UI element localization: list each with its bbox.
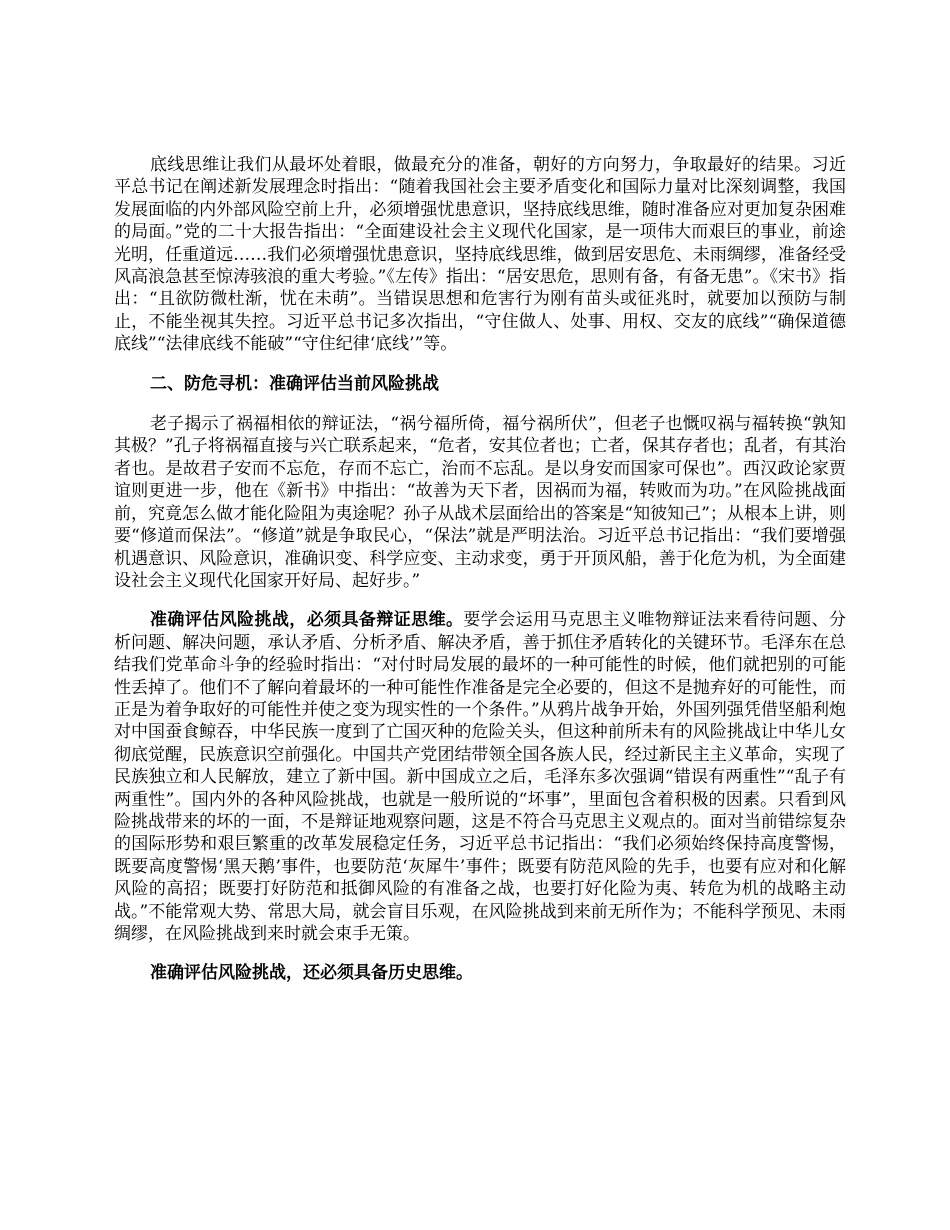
section-heading-2: 二、防危寻机：准确评估当前风险挑战 [150,373,439,394]
paragraph-lead-historical: 准确评估风险挑战，还必须具备历史思维。 [150,963,473,984]
paragraph-body-dialectical: 要学会运用马克思主义唯物辩证法来看待问题、分析问题、解决问题，承认矛盾、分析矛盾、解决矛盾，善于抓住矛盾转化的关键环节。毛泽东在总结我们党革命斗争的经验时指出：“对付时局发展的最坏的一种可能性的时候，他们就把别的可能性丢掉了。他们不了解向着最坏的一种可能性作准备是完全必要的，但这不是抛弃好的可能性，而正是为着争取好的可能性并使之变为现实性的一个条件。”从鸦片战争开始，外国列强凭借坚船利炮对中国蚕食鲸吞，中华民族一度到了亡国灭种的危险关头，但这种前所未有的风险挑战让中华儿女彻底觉醒，民族意识空前强化。中国共产党团结带领全国各族人民，经过新民主主义革命，实现了民族独立和人民解放，建立了新中国。新中国成立之后，毛泽东多次强调“错误有两重性”“乱子有两重性”。国内外的各种风险挑战，也就是一般所说的“坏事”，里面包含着积极的因素。只看到风险挑战带来的坏的一面，不是辩证地观察问题，这是不符合马克思主义观点的。面对当前错综复杂的国际形势和艰巨繁重的改革发展稳定任务，习近平总书记指出：“我们必须始终保持高度警惕，既要高度警惕‘黑天鹅’事件，也要防范‘灰犀牛’事件；既要有防范风险的先手，也要有应对和化解风险的高招；既要打好防范和抵御风险的有准备之战，也要打好化险为夷、转危为机的战略主动战。”不能常观大势、常思大局，就会盲目乐观，在风险挑战到来前无所作为；不能科学预见、未雨绸缪，在风险挑战到来时就会束手无策。 [114,610,847,944]
paragraph-laozi-dialectics: 老子揭示了祸福相依的辩证法，“祸兮福所倚，福兮祸所伏”，但老子也慨叹祸与福转换“孰知其极？”孔子将祸福直接与兴亡联系起来，“危者，安其位者也；亡者，保其存者也；乱者，有其治者也。是故君子安而不忘危，存而不忘亡，治而不忘乱。是以身安而国家可保也”。西汉政论家贾谊则更进一步，他在《新书》中指出：“故善为天下者，因祸而为福，转败而为功。”在风险挑战面前，究竟怎么做才能化险阻为夷途呢？孙子从战术层面给出的答案是“知彼知己”；从根本上讲，则要“修道而保法”。“修道”就是争取民心，“保法”就是严明法治。习近平总书记指出：“我们要增强机遇意识、风险意识，准确识变、科学应变、主动求变，勇于开顶风船，善于化危为机，为全面建设社会主义现代化国家开好局、起好步。” [114,414,846,591]
paragraph-lead-dialectical: 准确评估风险挑战，必须具备辩证思维。 [150,610,464,631]
paragraph-historical-thinking [114,962,846,984]
paragraph-bottom-line-thinking: 底线思维让我们从最坏处着眼，做最充分的准备，朝好的方向努力，争取最好的结果。习近平总书记在阐述新发展理念时指出：“随着我国社会主要矛盾变化和国际力量对比深刻调整，我国发展面临的内外部风险空前上升，必须增强忧患意识，坚持底线思维，随时准备应对更加复杂困难的局面。”党的二十大报告指出：“全面建设社会主义现代化国家，是一项伟大而艰巨的事业，前途光明，任重道远……我们必须增强忧患意识，坚持底线思维，做到居安思危、未雨绸缪，准备经受风高浪急甚至惊涛骇浪的重大考验。”《左传》指出：“居安思危，思则有备，有备无患”。《宋书》指出：“且欲防微杜渐，忧在未萌”。当错误思想和危害行为刚有苗头或征兆时，就要加以预防与制止，不能坐视其失控。习近平总书记多次指出，“守住做人、处事、用权、交友的底线”“确保道德底线”“法律底线不能破”“守住纪律‘底线’”等。 [114,155,846,355]
document-page [114,154,846,1002]
paragraph-dialectical-thinking [114,609,846,945]
